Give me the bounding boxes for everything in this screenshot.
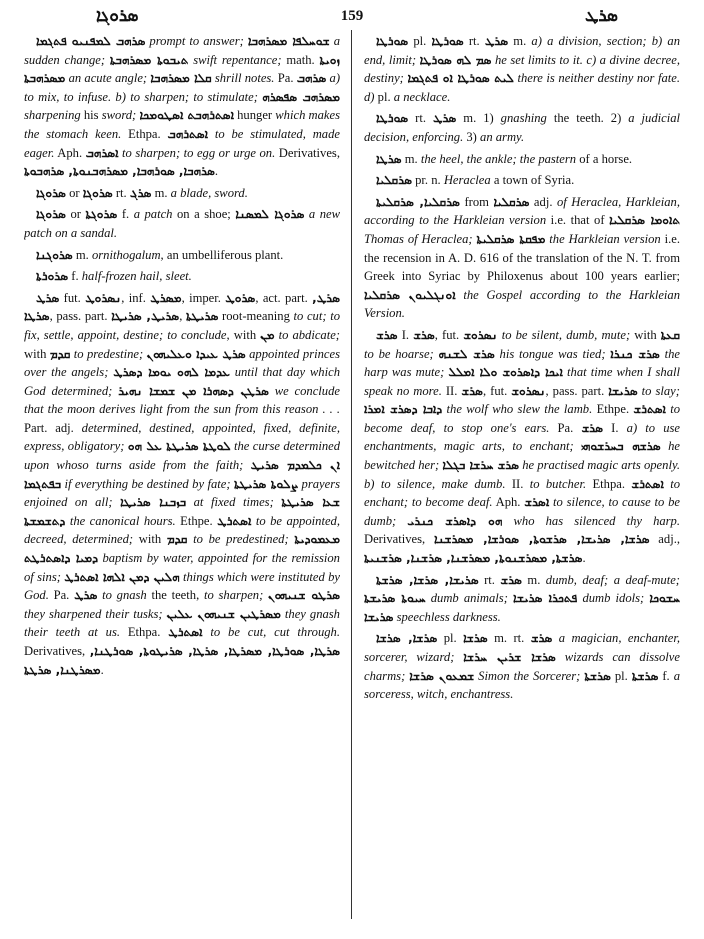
syriac-headword: ܙܘܝܬܐ ܡܣܪܗܒܬܐ: [24, 52, 340, 86]
entry-text: pr. n.: [411, 173, 444, 188]
entry-text: f.: [658, 668, 674, 683]
gloss-text: an acute angle;: [65, 71, 151, 86]
right-running-head: ܣܪܛ: [584, 6, 618, 25]
syriac-headword: ܐܣܬܪܗܒܬ ܐܣܛܘܡܟܐ: [139, 108, 234, 123]
syriac-headword: ܥܕܡܐ ܠܗܘ ܝܘܡܐ ܕܣܪܛ: [113, 365, 230, 380]
gloss-text: a) to use enchantments, magic arts, to enchant;: [364, 420, 680, 454]
entry-text: i.e. the recension in A. D. 616 of the translation of the N. T. from Greek into Syriac by Philoxenus about 100 years earlier;: [364, 231, 680, 284]
entry-text: m.: [401, 151, 421, 166]
syriac-headword: ܡܣܪܗܒ ܣܦܣܪܗ: [262, 89, 340, 104]
gloss-text: until that day which God determined;: [24, 365, 340, 398]
dictionary-entry: [24, 205, 340, 242]
gloss-text: to slay;: [637, 383, 680, 398]
syriac-headword: ܣܪܫ: [530, 631, 553, 646]
gloss-text: he bewitched her;: [364, 439, 680, 473]
entry-text: with: [24, 346, 50, 361]
entry-text: of a horse.: [576, 151, 633, 166]
entry-text: rt.: [463, 34, 485, 48]
entry-text: m.: [151, 185, 171, 200]
dictionary-entry: [24, 184, 340, 203]
entry-text: Derivatives,: [275, 145, 340, 160]
syriac-headword: ܣܪܘܪܬܐ: [36, 269, 69, 284]
syriac-headword: ܣܪܩܠܝܐ: [493, 194, 530, 209]
syriac-headword: ܬܝܒܘܬܐ ܡܣܪܗܒܬܐ: [109, 52, 189, 67]
syriac-headword: ܣܪܝܛ, ܣܪܝܛܐ: [111, 309, 180, 324]
syriac-headword: ܣܘܪܛܐ: [376, 111, 409, 126]
entry-text: , fut.: [434, 327, 464, 342]
entry-text: Part. adj.: [24, 420, 82, 435]
entry-text: or: [65, 185, 83, 200]
syriac-headword: ܣܪܝܫܐ, ܣܪܫܐ, ܣܪܫܬܐ: [376, 572, 479, 587]
gloss-text: half-frozen hail, sleet.: [81, 269, 192, 284]
right-column: [364, 32, 680, 925]
dictionary-entry: [24, 32, 340, 181]
gloss-text: wizards can dissolve charms;: [364, 650, 680, 683]
gloss-text: who has silenced thy harp.: [502, 513, 680, 528]
syriac-headword: ܣܪܫ ܟܢܪܐ: [610, 346, 660, 361]
syriac-headword: ܣܪܫ: [376, 327, 398, 342]
entry-text: Pa.: [549, 420, 582, 435]
syriac-headword: ܒܙܒܢܐ ܣܪܝܛܐ: [120, 495, 187, 510]
syriac-headword: ܣܘܪܛܐ: [431, 34, 464, 48]
gloss-text: to be hoarse;: [364, 346, 439, 361]
dictionary-entry: [364, 150, 680, 169]
column-rule: [351, 30, 352, 919]
entry-text: math.: [281, 52, 320, 67]
gloss-text: a patch: [133, 207, 173, 222]
entry-text: .: [582, 551, 586, 566]
gloss-text: to sharpen; to egg or urge on.: [118, 145, 276, 160]
gloss-text: to be stimulated, made eager.: [24, 126, 340, 160]
gloss-text: an army.: [480, 129, 525, 144]
dictionary-entry: [364, 109, 680, 146]
gloss-text: to sharpen;: [203, 588, 269, 603]
syriac-headword: ܐܘܢܓܠܝܘܢ ܣܪܩܠܝܐ: [364, 287, 456, 302]
entry-text: on a shoe;: [172, 207, 236, 222]
syriac-headword: ܕܐܒܐ ܕܣܪܫ ܐܡܪܐ: [364, 402, 443, 417]
gloss-text: prayers enjoined on all;: [24, 476, 340, 510]
syriac-headword: ܣܪܓ: [129, 185, 152, 200]
syriac-headword: ܐܣܬܪܗܒ: [167, 126, 208, 141]
gloss-text: appointed princes over the angels;: [24, 346, 340, 380]
syriac-headword: ܣܘܪܛܐ: [376, 34, 409, 48]
gloss-text: a) a division, section; b) an end, limit;: [364, 34, 680, 67]
gloss-text: to enchant; to become deaf.: [364, 476, 680, 510]
syriac-headword: ܣܪܫܐ: [463, 631, 488, 646]
syriac-headword: ܣܪܫܐ, ܣܪܝܫܐ, ܣܪܫܘܬܐ, ܣܘܪܫܐ, ܡܣܪܫܢܐ: [433, 532, 650, 547]
syriac-headword: ܣܪܛ: [74, 588, 98, 603]
syriac-headword: ܠܝܬ ܣܘܪܛܐ ܐܘ ܦܬܓܡܐ: [407, 71, 514, 86]
gloss-text: to cut; to fix, settle, appoint, destine; to conclude,: [24, 309, 340, 342]
gloss-text: which makes the stomach keen.: [24, 108, 340, 141]
entry-text: an umbelliferous plant.: [163, 247, 284, 262]
gloss-text: baptism by water, appointed for the remission of sins;: [24, 551, 340, 584]
syriac-headword: ܢܣܪܘܫ: [463, 327, 498, 342]
entry-text: Ethpa.: [121, 126, 168, 141]
gloss-text: a necklace.: [393, 89, 451, 104]
entry-text: with: [133, 532, 167, 547]
entry-text: a town of Syria.: [490, 173, 575, 188]
syriac-headword: ܬܐܘܡܐ ܣܪܩܠܝܐ: [609, 213, 680, 228]
syriac-headword: ܣܪܘܓܬܐ: [85, 207, 118, 222]
syriac-headword: ܗܠܝܢ ܕܡܢ ܐܠܗܐ ܐܣܬܪܛ: [64, 569, 180, 584]
gloss-text: to be silent, dumb, mute;: [497, 327, 631, 342]
entry-text: fut.: [59, 290, 86, 305]
dictionary-entry: [24, 267, 340, 286]
gloss-text: a blade, sword.: [170, 185, 248, 200]
entry-text: i.e. that of: [546, 213, 610, 228]
entry-text: 3): [463, 129, 481, 144]
gloss-text: to predestine;: [70, 346, 147, 361]
syriac-headword: ܐܣܬܪܫ: [633, 402, 666, 417]
entry-text: , imper.: [181, 290, 226, 305]
entry-text: Pa.: [48, 588, 75, 603]
entry-text: , pass. part.: [49, 309, 112, 324]
gloss-text: to butcher.: [529, 476, 587, 491]
gloss-text: to silence, to cause to be dumb;: [364, 495, 680, 528]
gloss-text: sharpening: [24, 108, 81, 123]
left-column: [24, 32, 340, 925]
page-header: [24, 4, 680, 28]
entry-text: II.: [441, 383, 462, 398]
gloss-text: of Heraclea, Harkleian, according to the Harkleian version: [364, 194, 680, 228]
syriac-headword: ܐܣܪܫ: [524, 495, 550, 510]
syriac-headword: ܣܪܛ ܥܝܕܐ ܘܥܠܝܗܘܢ: [146, 346, 246, 361]
syriac-headword: ܐܣܬܪܛ: [168, 625, 203, 640]
syriac-headword: ܣܪܛܐ, ܣܘܪܛܐ, ܡܣܪܛܐ, ܣܪܛܐ, ܣܪܝܛܘܬܐ, ܣܘܪܛܢܐ, ܡܣܪܛܢܐ, ܣܪܛܬܐ: [24, 644, 340, 677]
syriac-headword: ܚܫܘܟܐ ܣܪܝܫܐ: [364, 591, 680, 624]
entry-text: , inf.: [121, 290, 151, 305]
gloss-text: he practised magic arts openly. b) to silence, make dumb.: [364, 458, 680, 491]
gloss-text: to gnash: [97, 588, 147, 603]
syriac-headword: ܣܪܛ: [484, 34, 509, 48]
entry-text: his: [80, 108, 102, 123]
dictionary-entry: [24, 289, 340, 679]
syriac-headword: ܡܦܩܬܐ ܣܪܩܠܝܬܐ: [476, 231, 546, 246]
gloss-text: to be cut, cut through.: [202, 625, 340, 640]
entry-text: .: [100, 662, 104, 677]
entry-text: or: [65, 207, 86, 222]
syriac-headword: ܣܪܫ ܚܪܫܐ ܒܓܠܐ: [442, 458, 520, 473]
syriac-headword: ܢܣܪܘܛ: [85, 290, 122, 305]
gloss-text: to become deaf, to stop one's ears.: [364, 402, 680, 435]
entry-text: f.: [117, 207, 134, 222]
gloss-text: swift repentance;: [188, 52, 282, 67]
syriac-headword: ܣܪܝܛܬܐ: [186, 309, 219, 324]
entry-text: pl.: [437, 631, 464, 646]
syriac-headword: ܩܕܡ: [166, 532, 188, 547]
entry-text: Ethpa.: [586, 476, 632, 491]
syriac-headword: ܣܪܫܬܐ, ܡܣܪܫܢܘܬܐ, ܡܣܪܫܢܐ, ܣܪܫܢܐ, ܣܪܫܢܝܬܐ: [364, 551, 583, 566]
gloss-text: a judicial decision, enforcing.: [364, 111, 680, 144]
gloss-text: he set limits to it. c) a divine decree, destiny;: [364, 52, 680, 86]
gloss-text: Heraclea: [443, 173, 491, 188]
syriac-headword: ܣܪܩܠܝܐ, ܣܪܩܠܝܬܐ: [376, 194, 460, 209]
entry-text: Aph.: [54, 145, 86, 160]
syriac-headword: ܣܪܫ ܠܫܢܗ: [438, 346, 495, 361]
entry-text: Ethpe.: [592, 402, 634, 417]
gloss-text: that time when I shall speak no more.: [364, 365, 680, 398]
syriac-headword: ܠܘܛܬܐ ܣܪܝܛܬܐ ܥܠ ܗܘ: [127, 439, 231, 454]
entry-text: adj.,: [649, 532, 680, 547]
entry-text: m.: [521, 572, 546, 587]
entry-text: I.: [603, 420, 627, 435]
entry-text: rt.: [478, 572, 501, 587]
entry-text: the teeth,: [146, 588, 204, 603]
gloss-text: they sharpened their tusks;: [24, 606, 167, 621]
syriac-headword: ܣܪܫܬܐ: [631, 668, 659, 683]
syriac-headword: ܣܪܛܘ ܫܢܝܗܘܢ: [268, 588, 340, 603]
left-running-head: ܣܪܘܓܐ: [96, 6, 139, 25]
gloss-text: they gnash their teeth at us.: [24, 606, 340, 640]
entry-text: f.: [68, 269, 82, 284]
gloss-text: the curse determined upon whoso turns aside from the faith;: [24, 439, 340, 473]
syriac-headword: ܣܪܫܐ, ܣܪܫܐ: [376, 631, 438, 646]
syriac-headword: ܡܣܪܛ: [150, 290, 182, 305]
syriac-headword: ܩܥܬܐ: [660, 327, 680, 342]
gloss-text: a) to mix, to infuse. b) to sharpen; to stimulate;: [24, 71, 340, 104]
entry-text: Ethpa.: [120, 625, 169, 640]
syriac-headword: ܣܪܘܓܐ ܠܡܣܢܐ: [235, 207, 305, 222]
syriac-headword: ܩܠܐ ܡܣܪܗܒܐ: [150, 71, 212, 86]
gloss-text: the Gospel according to the Harkleian Version.: [364, 287, 680, 321]
entry-text: .: [214, 164, 219, 179]
syriac-headword: ܐܝܟܐ ܕܐܣܪܘܫ ܘܠܐ ܐܡܠܠ: [448, 365, 563, 380]
syriac-headword: ܣܪܩܠܝܐ: [376, 173, 412, 188]
dictionary-entry: [364, 32, 680, 106]
gloss-text: speechless darkness.: [393, 609, 501, 624]
entry-text: pl.: [374, 89, 394, 104]
gloss-text: a new patch on a sandal.: [24, 207, 340, 240]
syriac-headword: ܣܪܘܛ: [225, 290, 256, 305]
entry-text: with: [630, 327, 661, 342]
syriac-headword: ܢܣܪܘܫ: [511, 383, 546, 398]
entry-text: Aph.: [492, 495, 525, 510]
syriac-headword: ܐܢ ܟܠܡܕܡ ܣܪܝܛ ܒܦܬܓܡܐ: [24, 458, 340, 491]
entry-text: m. rt.: [487, 631, 531, 646]
entry-text: , fut.: [482, 383, 512, 398]
gloss-text: Simon the Sorcerer;: [474, 668, 585, 683]
syriac-headword: ܣܪܫܗ ܒܚܪܫܘܗܝ: [581, 439, 661, 454]
syriac-headword: ܣܪܘܓܐ: [36, 207, 66, 222]
syriac-headword: ܣܪܫ: [500, 572, 522, 587]
entry-text: hunger: [233, 108, 276, 123]
entry-text: , act. part.: [255, 290, 313, 305]
gloss-text: the harp was mute;: [364, 346, 680, 380]
gloss-text: determined, destined, appointed, fixed, definite, express, obligatory;: [24, 420, 340, 454]
syriac-headword: ܣܪܫܬܐ: [584, 668, 611, 683]
page-number: 159: [340, 8, 364, 24]
syriac-headword: ܡܣܪܛܝܢ ܫܢܝܗܘܢ ܥܠܝܢ: [166, 606, 281, 621]
syriac-headword: ܡܥܡܘܕܝܬܐ ܕܡܝܐ ܕܐܣܬܪܛܬ: [24, 532, 340, 566]
syriac-headword: ܣܪܘܓܐ: [82, 185, 113, 200]
syriac-headword: ܐܣܬܪܫ: [631, 476, 664, 491]
gloss-text: the canonical hours.: [65, 513, 176, 528]
entry-text: adj.: [529, 194, 557, 209]
syriac-headword: ܨܠܘܬܐ ܣܪܝܛܬܐ: [233, 476, 299, 491]
gloss-text: the wolf who slew the lamb.: [442, 402, 593, 417]
gloss-text: to be predestined;: [187, 532, 295, 547]
entry-text: Pa.: [274, 71, 297, 86]
syriac-headword: ܣܪܘܓܐ: [36, 185, 66, 200]
entry-text: Derivatives,: [364, 532, 434, 547]
gloss-text: things which were instituted by God.: [24, 569, 340, 603]
syriac-headword: ܦܬܟܪܐ ܣܪܝܫܐ: [513, 591, 578, 606]
dictionary-entry: [364, 571, 680, 627]
entry-text: m. 1): [456, 111, 501, 126]
gloss-text: ornithogalum,: [91, 247, 164, 262]
gloss-text: we conclude that the moon derives light from the sun from this reason . . .: [24, 383, 340, 417]
entry-text: Ethpe.: [175, 513, 218, 528]
gloss-text: his tongue was tied;: [494, 346, 611, 361]
gloss-text: to be appointed, decreed, determined;: [24, 513, 340, 547]
entry-text: from: [459, 194, 494, 209]
entry-text: pl.: [610, 668, 632, 683]
entry-text: the teeth. 2): [546, 111, 629, 126]
gloss-text: to abdicate;: [274, 327, 340, 342]
entry-text: with: [229, 327, 261, 342]
syriac-headword: ܩܕܡ: [49, 346, 71, 361]
syriac-headword: ܫܘܚܠܦܐ ܡܣܪܗܒܐ: [247, 34, 330, 48]
gloss-text: at fixed times;: [186, 495, 282, 510]
entry-text: m.: [508, 34, 532, 48]
entry-text: rt.: [408, 111, 433, 126]
dictionary-entry: [364, 629, 680, 703]
gloss-text: shrill notes.: [211, 71, 275, 86]
gloss-text: gnashing: [500, 111, 547, 126]
syriac-headword: ܣܪܫܐ ܫܪܝܢ ܚܪܫܐ: [463, 650, 556, 664]
gloss-text: dumb, deaf; a deaf-mute;: [545, 572, 680, 587]
entry-text: Derivatives,: [24, 644, 90, 658]
entry-text: ,: [179, 309, 186, 324]
syriac-headword: ܣܪܝܫܐ: [608, 383, 638, 398]
syriac-headword: ܫܥܐ ܣܪܝܛܬܐ ܕܬܫܡܫܬܐ: [24, 495, 340, 528]
syriac-headword: ܚܝܘܬܐ ܣܪܝܫܬܐ: [364, 591, 426, 606]
entry-text: rt.: [112, 185, 130, 200]
syriac-headword: ܣܪܛ, ܣܪܛܐ: [24, 290, 340, 324]
dictionary-entry: [24, 246, 340, 265]
entry-text: root-meaning: [218, 309, 294, 324]
dictionary-entry: [364, 193, 680, 323]
entry-text: II.: [505, 476, 530, 491]
syriac-headword: ܣܪܛ: [36, 290, 60, 305]
gloss-text: there is neither destiny nor fate. d): [364, 71, 680, 104]
dictionary-entry: [364, 326, 680, 568]
entry-text: I.: [397, 327, 414, 342]
gloss-text: if everything be destined by fate;: [61, 476, 234, 491]
gloss-text: a magician, enchanter, sorcerer, wizard;: [364, 631, 680, 664]
gloss-text: a sorceress, witch, enchantress.: [364, 668, 680, 702]
two-column-body: [24, 32, 680, 925]
syriac-headword: ܐܣܪܗܒ: [85, 145, 119, 160]
entry-text: , pass. part.: [545, 383, 609, 398]
syriac-headword: ܗܘ ܕܐܣܪܫ ܟܢܪܝ: [407, 513, 503, 528]
gloss-text: dumb animals;: [425, 591, 514, 606]
syriac-headword: ܡܢ: [260, 327, 275, 342]
syriac-headword: ܣܪܫ: [461, 383, 483, 398]
entry-text: m.: [72, 247, 92, 262]
syriac-headword: ܣܪܛܢ ܕܣܗܪܐ ܡܢ ܫܡܫܐ ܢܗܝܪ: [118, 383, 269, 398]
syriac-headword: ܐܣܬܪܛ: [217, 513, 252, 528]
syriac-headword: ܣܡ ܠܗ ܣܘܪܛܐ: [419, 52, 492, 67]
gloss-text: a sudden change;: [24, 34, 340, 67]
syriac-headword: ܣܪܛܐ: [376, 151, 402, 166]
gloss-text: the Harkleian version: [545, 231, 661, 246]
gloss-text: dumb idols;: [577, 591, 650, 606]
gloss-text: sword;: [101, 108, 140, 123]
syriac-headword: ܣܪܫ: [413, 327, 435, 342]
entry-text: pl.: [408, 34, 432, 48]
syriac-headword: ܣܪܛ: [432, 111, 457, 126]
syriac-headword: ܫܡܥܘܢ ܣܪܫܐ: [409, 668, 475, 683]
gloss-text: prompt to answer;: [145, 34, 248, 48]
syriac-headword: ܣܪܗܒܐ, ܣܘܪܗܒܐ, ܡܣܪܗܒܢܘܬܐ, ܣܪܗܒܘܬܐ: [24, 164, 215, 179]
syriac-headword: ܣܪܗܒ ܠܡܦܢܝܘ ܦܬܓܡܐ: [36, 34, 146, 48]
dictionary-entry: [364, 171, 680, 190]
syriac-headword: ܣܪܗܒ: [296, 71, 327, 86]
gloss-text: Thomas of Heraclea;: [364, 231, 477, 246]
syriac-headword: ܣܪܘܓܢܐ: [36, 247, 73, 262]
syriac-headword: ܣܪܫ: [581, 420, 604, 435]
gloss-text: the heel, the ankle; the pastern: [420, 151, 577, 166]
